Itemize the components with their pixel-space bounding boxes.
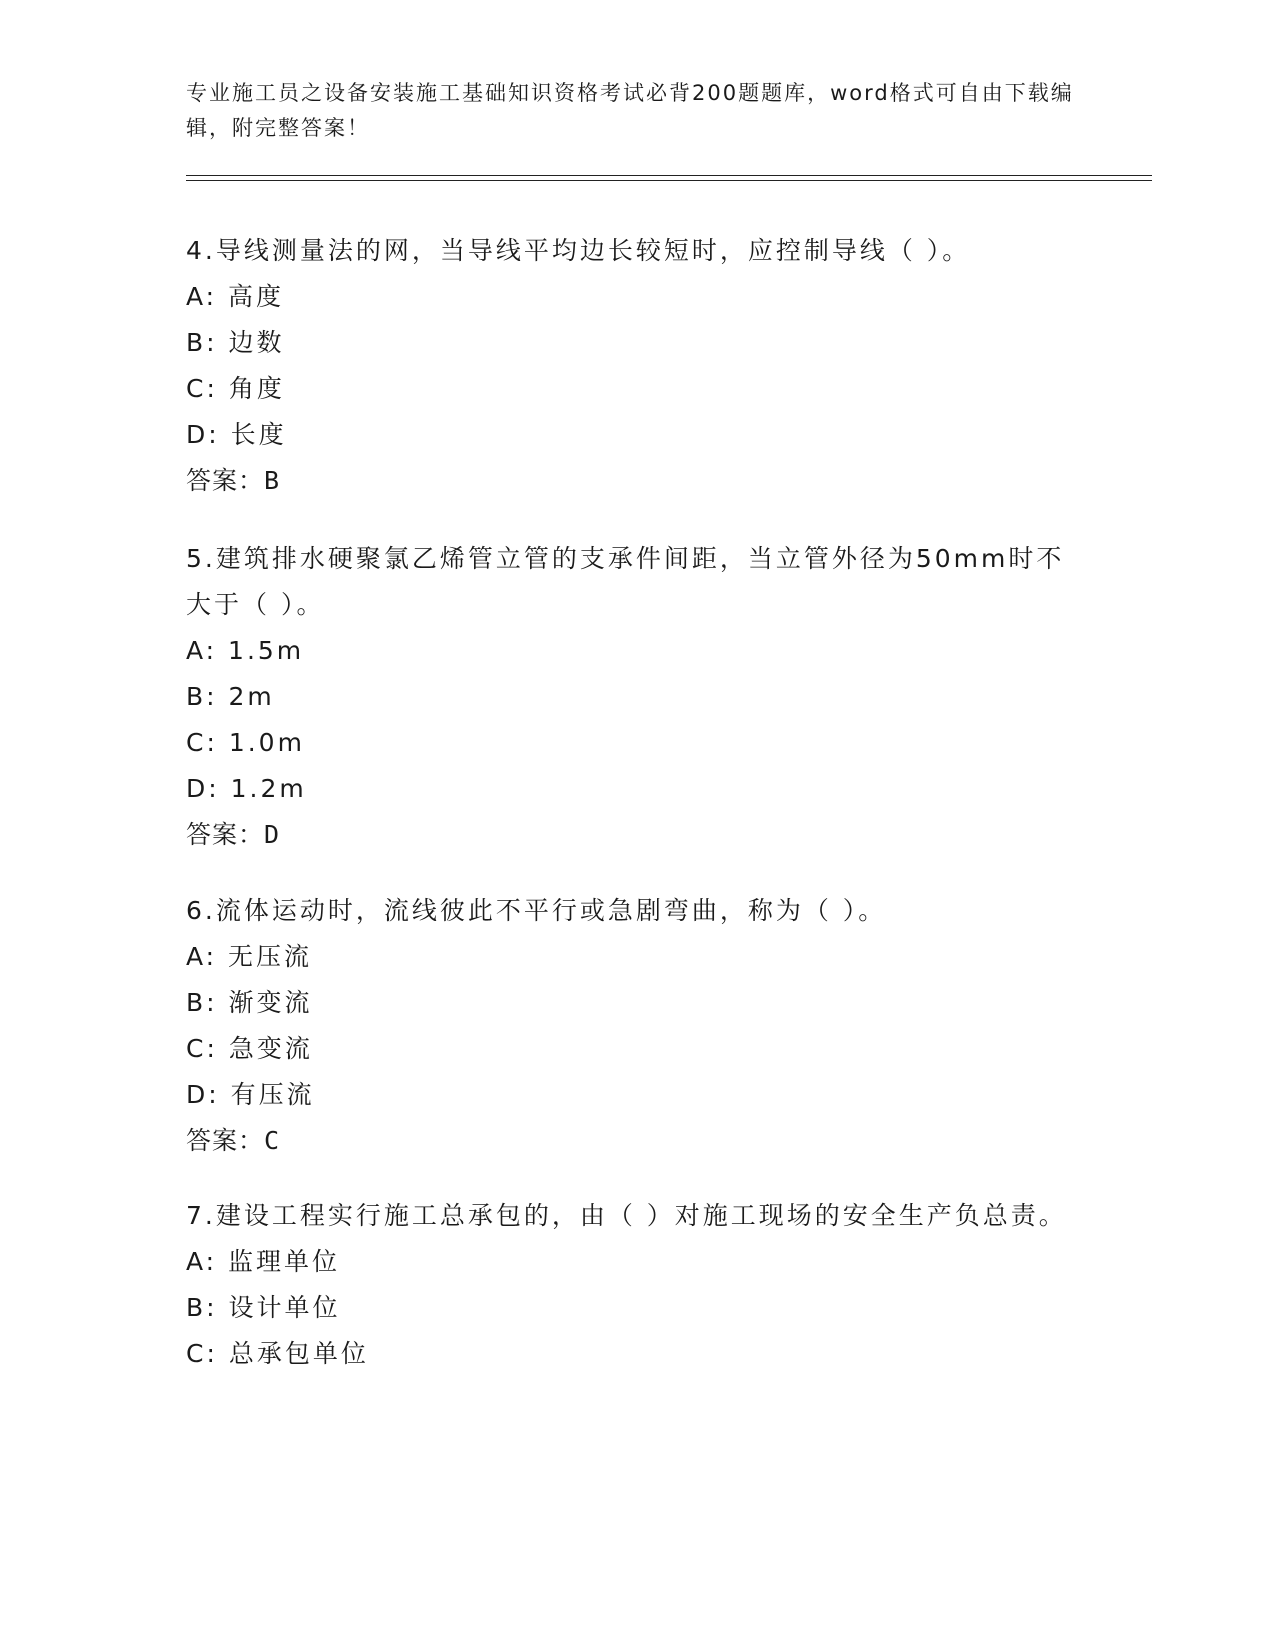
option-d: D: 1.2m [186,774,307,803]
answer-label: 答案： [186,1126,265,1155]
question-4 [186,228,1086,504]
option-a: A: 无压流 [186,942,313,971]
answer-label: 答案： [186,820,265,849]
option-b: B: 2m [186,682,275,711]
option-d: D: 有压流 [186,1080,315,1109]
option-d: D: 长度 [186,420,287,449]
header-divider-top [186,175,1152,176]
option-b: B: 设计单位 [186,1293,341,1322]
answer-line [186,458,1086,504]
answer-value: D [264,820,281,849]
answer-line [186,812,1086,858]
question-6 [186,888,1086,1164]
answer-value: C [264,1126,281,1155]
option-a: A: 1.5m [186,636,305,665]
option-b: B: 边数 [186,328,285,357]
answer-value: B [264,466,281,495]
option-c: C: 急变流 [186,1034,313,1063]
option-a: A: 监理单位 [186,1247,341,1276]
option-c: C: 总承包单位 [186,1339,369,1368]
option-c: C: 角度 [186,374,285,403]
option-b: B: 渐变流 [186,988,313,1017]
question-stem: 5.建筑排水硬聚氯乙烯管立管的支承件间距，当立管外径为50mm时不大于（ ）。 [186,544,1065,619]
option-a: A: 高度 [186,282,285,311]
option-c: C: 1.0m [186,728,305,757]
question-stem: 7.建设工程实行施工总承包的，由（ ）对施工现场的安全生产负总责。 [186,1201,1067,1230]
question-7 [186,1193,1086,1377]
answer-line [186,1118,1086,1164]
answer-label: 答案： [186,466,265,495]
question-stem: 4.导线测量法的网，当导线平均边长较短时，应控制导线（ ）。 [186,236,971,265]
header-divider-bottom [186,180,1152,181]
question-stem: 6.流体运动时，流线彼此不平行或急剧弯曲，称为（ ）。 [186,896,887,925]
question-5 [186,536,1086,858]
document-header: 专业施工员之设备安装施工基础知识资格考试必背200题题库，word格式可自由下载编辑，附完整答案！ [186,81,1074,140]
